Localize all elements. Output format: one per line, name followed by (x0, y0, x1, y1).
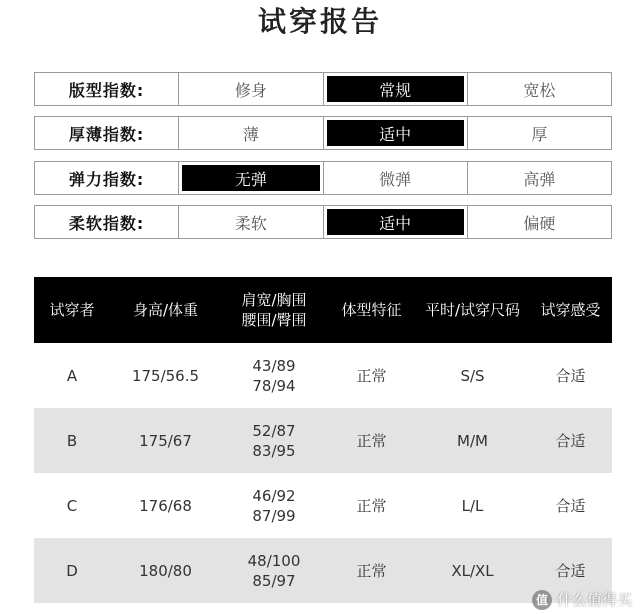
table-cell: L/L (461, 496, 484, 515)
table-cell: 43/89 78/94 (252, 356, 296, 395)
table-cell: 合适 (555, 496, 586, 515)
index-option: 厚 (467, 117, 611, 149)
table-header-row (34, 277, 612, 343)
index-option: 修身 (178, 73, 322, 105)
table-row (34, 408, 612, 473)
index-option-selected (178, 162, 322, 194)
table-cell: 合适 (529, 408, 612, 473)
table-cell: 合适 (529, 538, 612, 603)
index-option-selected (323, 206, 467, 238)
index-label: 柔软指数: (68, 213, 145, 233)
index-option: 高弹 (467, 162, 611, 194)
index-option-selected (323, 117, 467, 149)
index-row (34, 161, 612, 195)
table-cell: 175/67 (110, 408, 221, 473)
table-row (34, 538, 612, 603)
table-cell: 46/92 87/99 (252, 486, 296, 525)
index-row (34, 116, 612, 150)
column-header: 试穿者 (34, 277, 110, 343)
selected-highlight: 无弹 (182, 165, 319, 191)
table-cell: D (34, 538, 110, 603)
watermark-text: 什么值得买 (556, 591, 632, 609)
selected-highlight: 常规 (327, 76, 464, 102)
table-cell: 正常 (356, 496, 387, 515)
column-header: 体型特征 (327, 277, 416, 343)
index-option: 宽松 (467, 73, 611, 105)
index-option: 微弹 (323, 162, 467, 194)
table-cell: 175/56.5 (131, 366, 200, 385)
watermark-logo-icon: 值 (532, 590, 552, 610)
table-row (34, 343, 612, 408)
table-cell: 合适 (555, 366, 586, 385)
table-cell: S/S (460, 366, 485, 385)
selected-highlight: 适中 (327, 120, 464, 146)
table-cell: C (66, 496, 78, 515)
table-cell: B (34, 408, 110, 473)
fit-table (34, 277, 612, 603)
table-cell: 176/68 (139, 496, 192, 515)
index-option: 薄 (178, 117, 322, 149)
table-cell: 48/100 85/97 (221, 538, 327, 603)
table-cell: M/M (416, 408, 529, 473)
page-title: 试穿报告 (257, 5, 382, 38)
column-header: 身高/体重 (110, 277, 221, 343)
table-cell: 52/87 83/95 (221, 408, 327, 473)
watermark (532, 589, 632, 610)
column-header: 肩宽/胸围 腰围/臀围 (221, 277, 327, 343)
table-cell: 正常 (327, 408, 416, 473)
index-option: 偏硬 (467, 206, 611, 238)
table-cell: XL/XL (416, 538, 529, 603)
index-row (34, 72, 612, 106)
table-cell: 正常 (327, 538, 416, 603)
index-option-selected (323, 73, 467, 105)
table-cell: 正常 (356, 366, 387, 385)
index-row (34, 205, 612, 239)
selected-highlight: 适中 (327, 209, 464, 235)
index-label: 弹力指数: (68, 169, 145, 189)
column-header: 平时/试穿尺码 (416, 277, 529, 343)
table-row (34, 473, 612, 538)
table-cell: 180/80 (110, 538, 221, 603)
column-header: 试穿感受 (529, 277, 612, 343)
index-label: 版型指数: (68, 80, 145, 100)
index-option: 柔软 (178, 206, 322, 238)
table-cell: A (66, 366, 78, 385)
index-label: 厚薄指数: (68, 124, 145, 144)
